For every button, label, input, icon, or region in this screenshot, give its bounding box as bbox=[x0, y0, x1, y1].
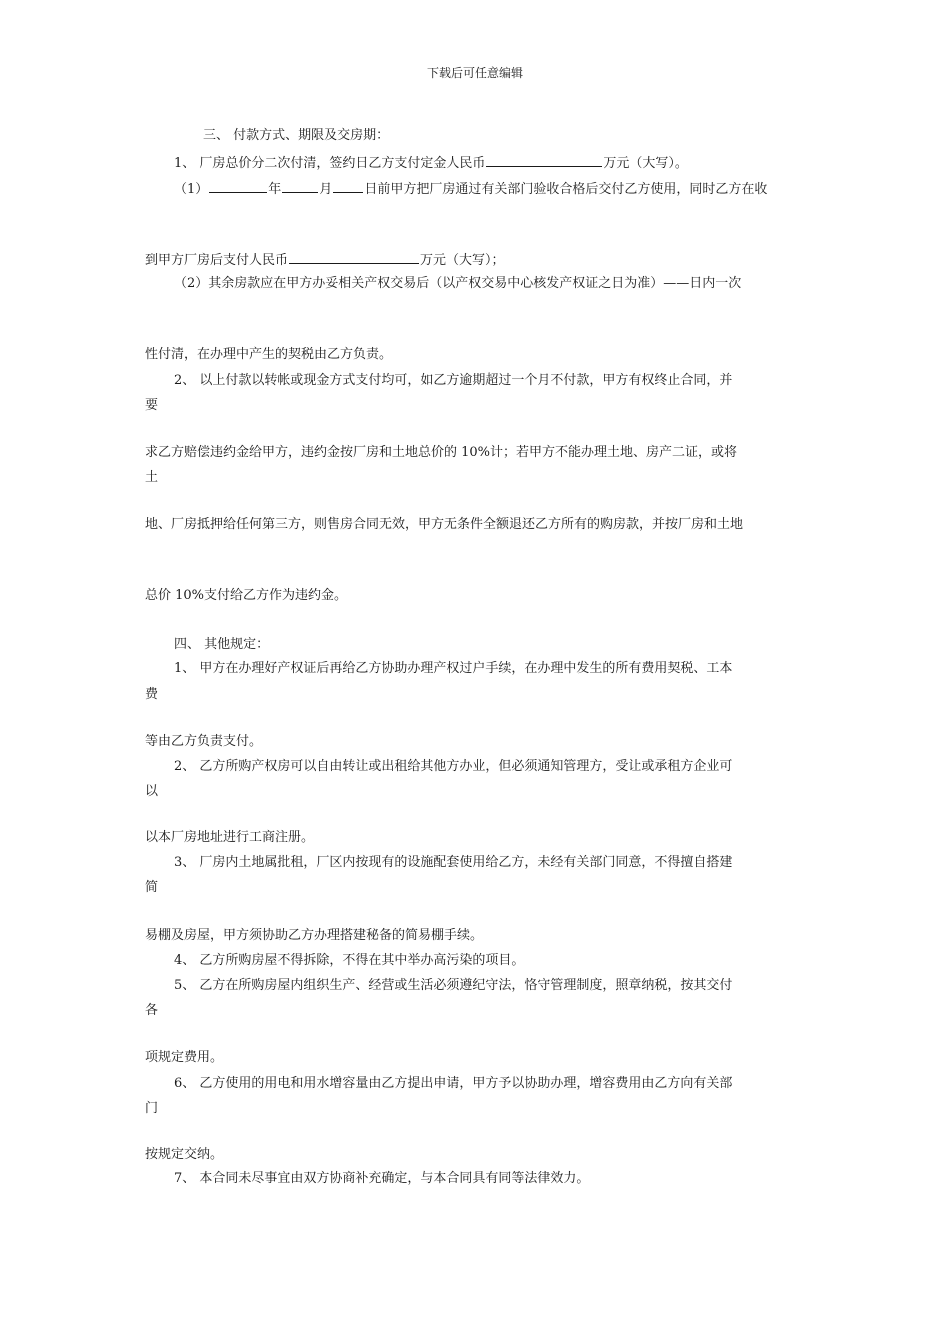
section-3-item-2: 2、 以上付款以转帐或现金方式支付均可，如乙方逾期超过一个月不付款，甲方有权终止合同，并 bbox=[174, 373, 733, 388]
section-3-title: 三、 付款方式、期限及交房期： bbox=[203, 128, 390, 143]
section-4-item-3-line-3: 易棚及房屋，甲方须协助乙方办理搭建秘备的简易棚手续。 bbox=[145, 928, 484, 943]
text: 万元（大写）。 bbox=[603, 156, 688, 171]
section-4-item-1-wrap: 费 bbox=[145, 687, 159, 702]
section-4-item-6-line-3: 按规定交纳。 bbox=[145, 1147, 224, 1162]
text: 日前甲方把厂房通过有关部门验收合格后交付乙方使用，同时乙方在收 bbox=[364, 182, 768, 197]
text: 到甲方厂房后支付人民币 bbox=[145, 253, 289, 268]
year-blank[interactable] bbox=[209, 179, 267, 193]
section-3-sub-2-line-2: 性付清，在办理中产生的契税由乙方负责。 bbox=[145, 347, 393, 362]
day-blank[interactable] bbox=[333, 179, 363, 193]
section-3-item-1 bbox=[174, 153, 688, 173]
section-3-item-2-wrap: 要 bbox=[145, 398, 159, 413]
text: 1、 厂房总价分二次付清，签约日乙方支付定金人民币 bbox=[174, 156, 486, 171]
section-3-sub-2: （2）其余房款应在甲方办妥相关产权交易后（以产权交易中心核发产权证之日为准）——日内一次 bbox=[174, 276, 742, 291]
section-4-item-6: 6、 乙方使用的用电和用水增容量由乙方提出申请，甲方予以协助办理，增容费用由乙方向有关部 bbox=[174, 1076, 733, 1091]
text: （1） bbox=[174, 182, 209, 197]
payment-amount-blank[interactable] bbox=[289, 250, 419, 264]
section-4-item-6-wrap: 门 bbox=[145, 1101, 159, 1116]
text: 月 bbox=[319, 182, 333, 197]
text: 万元（大写）； bbox=[420, 253, 505, 268]
section-4-item-5-line-3: 项规定费用。 bbox=[145, 1050, 224, 1065]
section-4-item-5: 5、 乙方在所购房屋内组织生产、经营或生活必须遵纪守法，恪守管理制度，照章纳税，按其交付 bbox=[174, 978, 733, 993]
section-4-title: 四、 其他规定： bbox=[174, 637, 270, 652]
section-4-item-1: 1、 甲方在办理好产权证后再给乙方协助办理产权过户手续，在办理中发生的所有费用契税、工本 bbox=[174, 661, 733, 676]
section-4-item-7: 7、 本合同未尽事宜由双方协商补充确定，与本合同具有同等法律效力。 bbox=[174, 1171, 590, 1186]
section-3-item-2-line-3: 求乙方赔偿违约金给甲方，违约金按厂房和土地总价的 10%计；若甲方不能办理土地、房产二证，或将 bbox=[145, 445, 738, 460]
text: 年 bbox=[268, 182, 282, 197]
section-3-sub-1-line-2 bbox=[145, 250, 505, 270]
section-4-item-3: 3、 厂房内土地属批租，厂区内按现有的设施配套使用给乙方，未经有关部门同意，不得擅自搭建 bbox=[174, 855, 733, 870]
section-4-item-4: 4、 乙方所购房屋不得拆除，不得在其中举办高污染的项目。 bbox=[174, 953, 525, 968]
section-4-item-3-wrap: 简 bbox=[145, 880, 159, 895]
section-4-item-1-line-3: 等由乙方负责支付。 bbox=[145, 734, 263, 749]
section-4-item-2: 2、 乙方所购产权房可以自由转让或出租给其他方办业，但必须通知管理方，受让或承租方企业可 bbox=[174, 759, 733, 774]
section-4-item-2-wrap: 以 bbox=[145, 784, 159, 799]
section-3-item-2-line-6: 总价 10%支付给乙方作为违约金。 bbox=[145, 588, 348, 603]
section-3-item-2-wrap: 土 bbox=[145, 470, 159, 485]
section-3-sub-1 bbox=[174, 179, 767, 199]
section-3-item-2-line-5: 地、厂房抵押给任何第三方，则售房合同无效，甲方无条件全额退还乙方所有的购房款，并按厂房和土地 bbox=[145, 517, 744, 532]
month-blank[interactable] bbox=[282, 179, 318, 193]
section-4-item-5-wrap: 各 bbox=[145, 1003, 159, 1018]
deposit-amount-blank[interactable] bbox=[486, 153, 602, 167]
section-4-item-2-line-3: 以本厂房地址进行工商注册。 bbox=[145, 830, 315, 845]
page-header: 下载后可任意编辑 bbox=[426, 66, 523, 80]
